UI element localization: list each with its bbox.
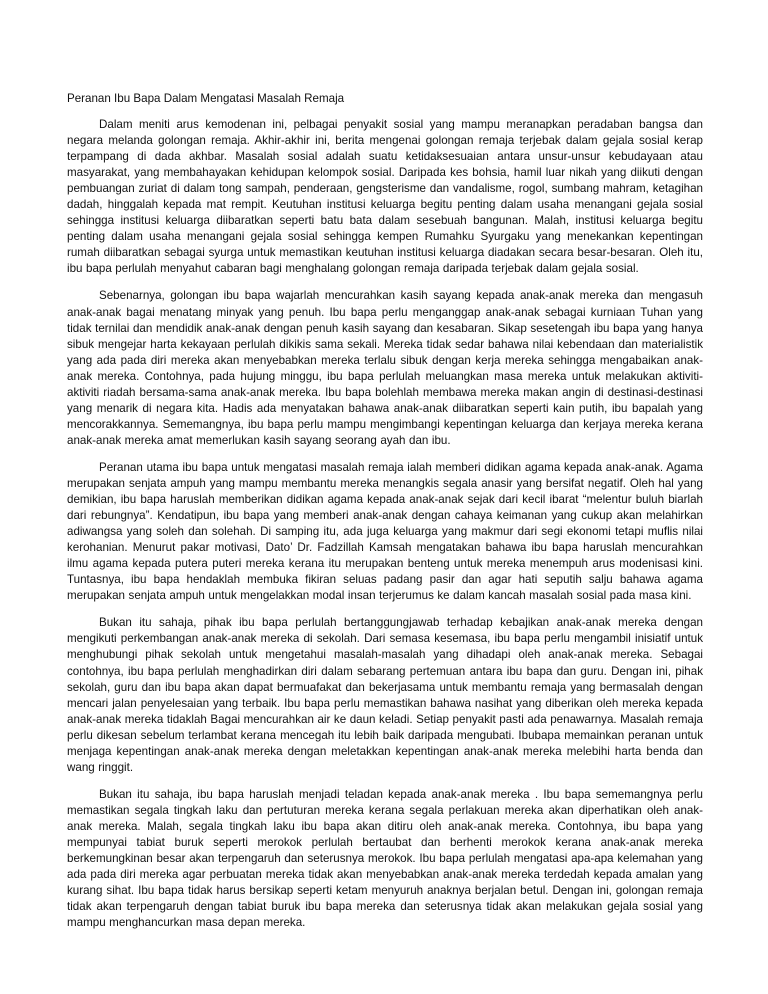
paragraph-3: Peranan utama ibu bapa untuk mengatasi masalah remaja ialah memberi didikan agama kepada anak-anak. Agama merupakan senjata ampuh yang mampu membantu mereka menangkis segala anasir yang bersifat negatif. Oleh hal yang demikian, ibu bapa haruslah memberikan didikan agama kepada anak-anak sejak dari kecil ibarat “melentur buluh biarlah dari rebungnya”. Kendatipun, ibu bapa yang memberi anak-anak dengan cahaya keimanan yang cukup akan melahirkan adiwangsa yang soleh dan solehah. Di samping itu, ada juga keluarga yang makmur dari segi ekonomi tetapi muflis nilai kerohanian. Menurut pakar motivasi, Dato’ Dr. Fadzillah Kamsah mengatakan bahawa ibu bapa haruslah mencurahkan ilmu agama kepada putera puteri mereka kerana itu merupakan benteng untuk mereka menempuh arus modenisasi kini. Tuntasnya, ibu bapa hendaklah membuka fikiran seluas padang pasir dan agar hati seputih salju bahawa agama merupakan senjata ampuh untuk mengelakkan modal insan terjerumus ke dalam kancah masalah sosial pada masa kini. — [67, 460, 703, 603]
paragraph-1: Dalam meniti arus kemodenan ini, pelbagai penyakit sosial yang mampu meranapkan peradaban bangsa dan negara melanda golongan remaja. Akhir-akhir ini, berita mengenai golongan remaja terjebak dalam gejala sosial kerap terpampang di dada akhbar. Masalah sosial adalah suatu ketidaksesuaian antara unsur-unsur kebudayaan atau masyarakat, yang membahayakan kehidupan kelompok sosial. Daripada kes bohsia, hamil luar nikah yang diikuti dengan pembuangan zuriat di dalam tong sampah, penderaan, gengsterisme dan vandalisme, rogol, sumbang mahram, ketagihan dadah, hinggalah kepada mat rempit. Keutuhan institusi keluarga begitu penting dalam usaha menangani gejala sosial sehingga institusi keluarga diibaratkan seperti batu bata dalam sesebuah bangunan. Malah, institusi keluarga begitu penting dalam usaha menangani gejala sosial sehingga kempen Rumahku Syurgaku yang menekankan kepentingan rumah diibaratkan sebagai syurga untuk memastikan keutuhan institusi keluarga diadakan secara besar-besaran. Oleh itu, ibu bapa perlulah menyahut cabaran bagi menghalang golongan remaja daripada terjebak dalam gejala sosial. — [67, 118, 703, 276]
paragraph-2: Sebenarnya, golongan ibu bapa wajarlah mencurahkan kasih sayang kepada anak-anak mereka dan mengasuh anak-anak bagai menatang minyak yang penuh. Ibu bapa perlu menganggap anak-anak sebagai kurniaan Tuhan yang tidak ternilai dan mendidik anak-anak dengan penuh kasih sayang dan kesabaran. Sikap sesetengah ibu bapa yang hanya sibuk mengejar harta kekayaan perlulah dikikis sama sekali. Mereka tidak sedar bahawa nilai kebendaan dan materialistik yang ada pada diri mereka akan menyebabkan mereka terlalu sibuk dengan kerja mereka sehingga mengabaikan anak-anak mereka. Contohnya, pada hujung minggu, ibu bapa perlulah meluangkan masa mereka untuk melakukan aktiviti-aktiviti riadah bersama-sama anak-anak mereka. Ibu bapa bolehlah membawa mereka makan angin di destinasi-destinasi yang menarik di negara kita. Hadis ada menyatakan bahawa anak-anak diibaratkan seperti kain putih, ibu bapalah yang mencorakkannya. Sememangnya, ibu bapa perlu mampu mengimbangi kepentingan keluarga dan kerjaya mereka kerana anak-anak mereka amat memerlukan kasih sayang seorang ayah dan ibu. — [67, 289, 703, 447]
paragraph-4: Bukan itu sahaja, pihak ibu bapa perlulah bertanggungjawab terhadap kebajikan anak-anak mereka dengan mengikuti perkembangan anak-anak mereka di sekolah. Dari semasa kesemasa, ibu bapa perlu mengambil inisiatif untuk menghubungi pihak sekolah untuk mengetahui masalah-masalah yang dihadapi oleh anak-anak mereka. Sebagai contohnya, ibu bapa perlulah menghadirkan diri dalam sebarang pertemuan antara ibu bapa dan guru. Dengan ini, pihak sekolah, guru dan ibu bapa akan dapat bermuafakat dan bekerjasama untuk membantu remaja yang bermasalah dengan mencari jalan penyelesaian yang terbaik. Ibu bapa perlu memastikan bahawa nasihat yang diberikan oleh mereka kepada anak-anak mereka tidaklah Bagai mencurahkan air ke daun keladi. Setiap penyakit pasti ada penawarnya. Masalah remaja perlu dikesan sebelum terlambat kerana mencegah itu lebih baik daripada mengubati. Ibubapa memainkan peranan untuk menjaga kepentingan anak-anak mereka dengan meletakkan kepentingan anak-anak mereka melebihi harta benda dan wang ringgit. — [67, 616, 703, 774]
paragraph-5: Bukan itu sahaja, ibu bapa haruslah menjadi teladan kepada anak-anak mereka . Ibu bapa sememangnya perlu memastikan segala tingkah laku dan pertuturan mereka kerana segala perlakuan mereka akan diperhatikan oleh anak-anak mereka. Malah, segala tingkah laku ibu bapa akan ditiru oleh anak-anak mereka. Contohnya, ibu bapa yang mempunyai tabiat buruk seperti merokok perlulah bertaubat dan berhenti merokok kerana anak-anak mereka berkemungkinan besar akan terpengaruh dan seterusnya merokok. Ibu bapa perlulah mengatasi apa-apa kelemahan yang ada pada diri mereka agar perbuatan mereka tidak akan menyebabkan anak-anak mereka terdedah kepada amalan yang kurang sihat. Ibu bapa tidak harus bersikap seperti ketam menyuruh anaknya berjalan betul. Dengan ini, golongan remaja tidak akan terpengaruh dengan tabiat buruk ibu bapa mereka dan seterusnya tidak akan melakukan gejala sosial yang mampu menghancurkan masa depan mereka. — [67, 787, 703, 930]
document-title: Peranan Ibu Bapa Dalam Mengatasi Masalah Remaja — [67, 92, 345, 105]
